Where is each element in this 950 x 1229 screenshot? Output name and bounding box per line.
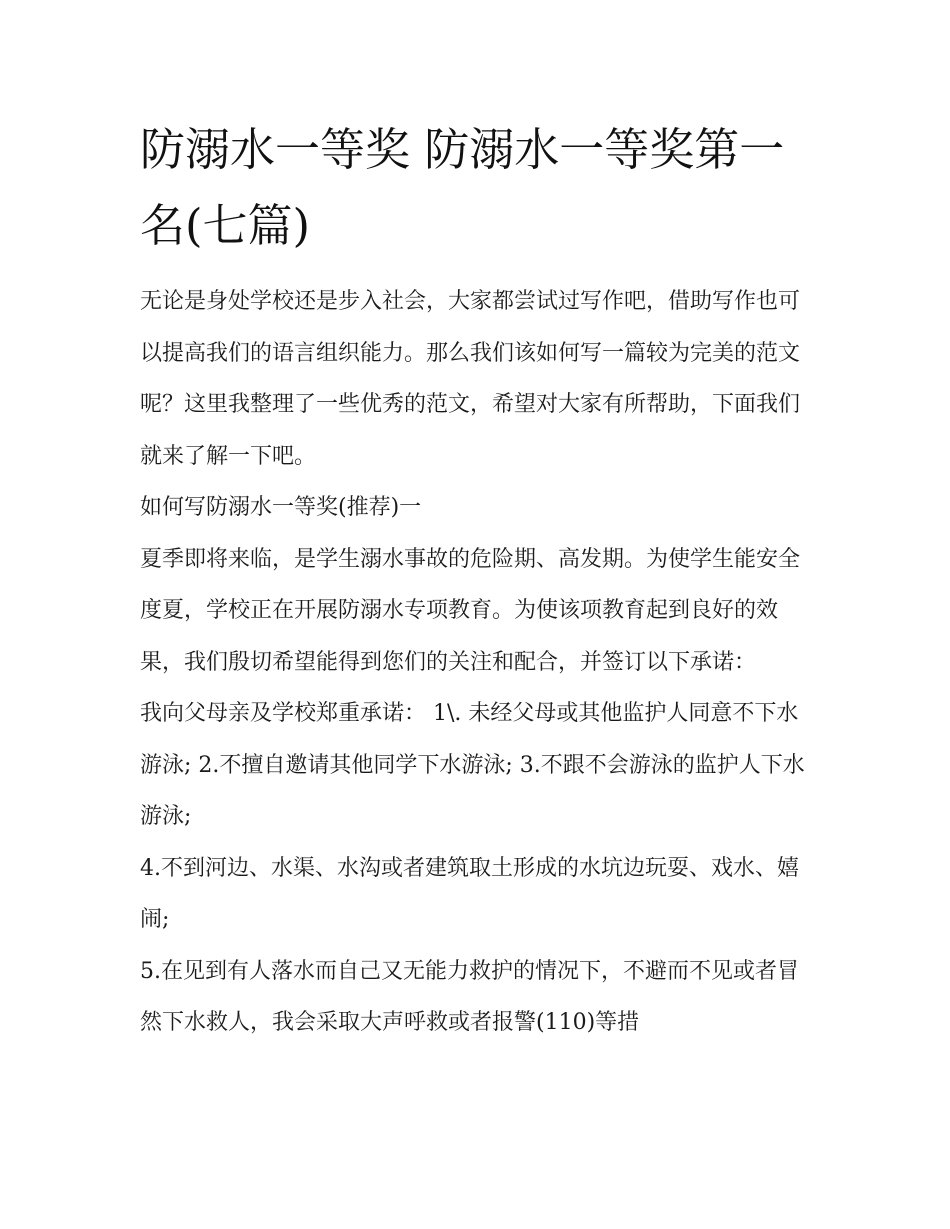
pledge-item-4: 4.不到河边、水渠、水沟或者建筑取土形成的水坑边玩耍、戏水、嬉闹; (140, 855, 799, 932)
body-paragraph: 夏季即将来临，是学生溺水事故的危险期、高发期。为使学生能安全度夏，学校正在开展防溺水专项教育。为使该项教育起到良好的效果，我们殷切希望能得到您们的关注和配合，并签订以下承诺： (140, 546, 801, 675)
section-heading: 如何写防溺水一等奖(推荐)一 (140, 495, 422, 520)
pledge-paragraph: 我向父母亲及学校郑重承诺： 1\. 未经父母或其他监护人同意不下水游泳; 2.不擅自邀请其他同学下水游泳; 3.不跟不会游泳的监护人下水游泳; (140, 701, 805, 829)
document-title: 防溺水一等奖 防溺水一等奖第一名(七篇) (140, 123, 785, 252)
intro-paragraph: 无论是身处学校还是步入社会，大家都尝试过写作吧，借助写作也可以提高我们的语言组织能力。那么我们该如何写一篇较为完美的范文呢？这里我整理了一些优秀的范文，希望对大家有所帮助，下面我们就来了解一下吧。 (140, 289, 801, 469)
pledge-item-5: 5.在见到有人落水而自己又无能力救护的情况下，不避而不见或者冒然下水救人，我会采取大声呼救或者报警(110)等措 (140, 958, 799, 1035)
document-body (140, 276, 820, 1049)
document-page (140, 112, 820, 1049)
